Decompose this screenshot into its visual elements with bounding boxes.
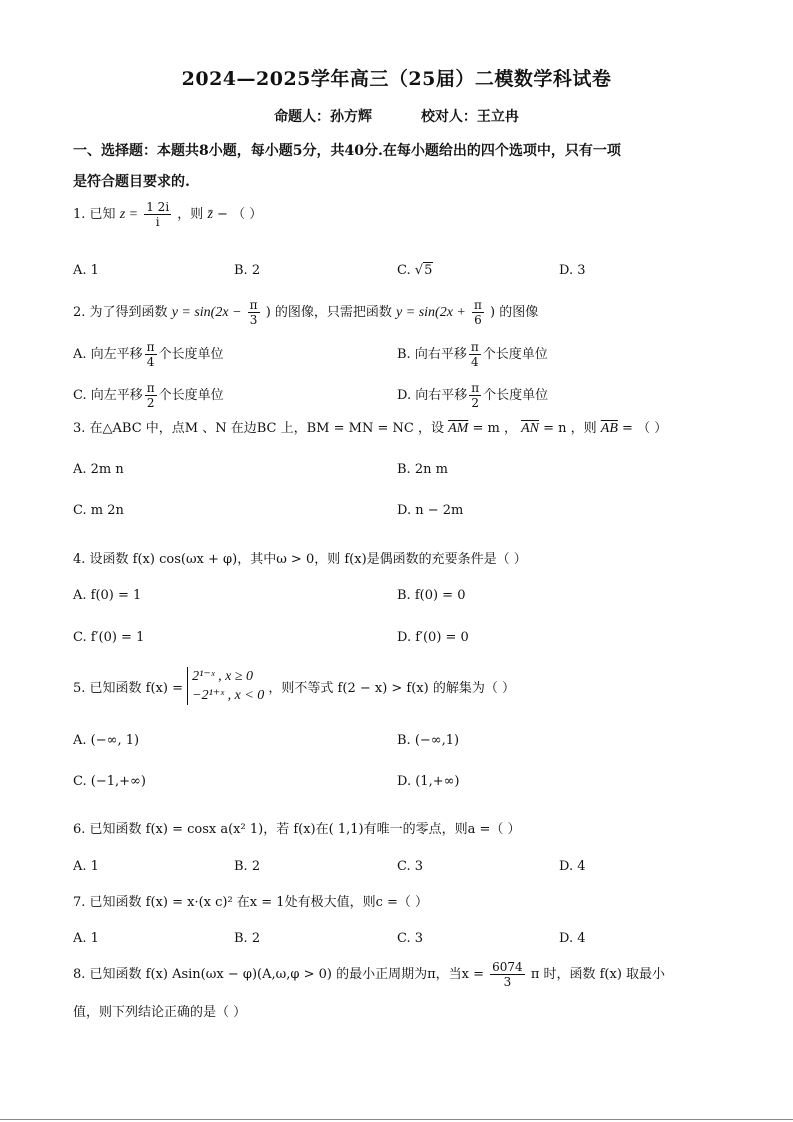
q1-option-c-label: C.: [397, 263, 411, 278]
q7-option-a[interactable]: A. 1: [73, 931, 99, 946]
q1-option-b[interactable]: B. 2: [234, 263, 261, 278]
q2-b-pre: B. 向右平移: [397, 347, 467, 362]
q5-option-c[interactable]: C. (−1,+∞): [73, 774, 146, 789]
q1-fraction: [144, 200, 171, 229]
q1-option-c[interactable]: [397, 263, 433, 278]
page-divider: [0, 1119, 793, 1120]
q4-option-d[interactable]: D. f′(0) = 0: [397, 630, 469, 645]
q2-b-frac: [469, 340, 481, 369]
question-7: 7. 已知函数 f(x) = x·(x c)² 在x = 1处有极大值，则c =（ ）: [73, 895, 429, 910]
q2-option-b[interactable]: [397, 340, 548, 369]
q3-vector-an: $\overline{AN}$: [521, 421, 539, 436]
q2-frac1: [248, 298, 260, 327]
q3-text3: = n ，则: [543, 421, 597, 436]
q2-a-post: 个长度单位: [158, 347, 224, 362]
q2-frac1-den: 3: [249, 313, 258, 327]
q6-option-c[interactable]: C. 3: [397, 859, 424, 874]
q4-option-c[interactable]: C. f′(0) = 1: [73, 630, 145, 645]
q1-num: 1 2i: [146, 200, 170, 214]
section-heading: [73, 136, 723, 198]
q5-option-a[interactable]: A. (−∞, 1): [73, 733, 140, 748]
q5-prefix: 5. 已知函数 f(x) =: [73, 680, 183, 696]
q1-option-a[interactable]: A. 1: [73, 263, 99, 278]
q3-text2: = m ，: [472, 421, 517, 436]
q2-func2: y = sin(2x +: [396, 305, 466, 320]
q1-prefix: 1. 已知: [73, 207, 116, 222]
q8-den: 3: [503, 975, 512, 989]
q2-c-den: 2: [146, 396, 155, 410]
question-8: [73, 960, 665, 989]
q3-text4: = （ ）: [622, 421, 668, 436]
sqrt-icon: √5: [414, 263, 433, 278]
question-3: [73, 417, 667, 437]
q2-a-den: 4: [146, 355, 155, 369]
question-1: [73, 200, 262, 229]
q2-c-frac: [145, 381, 157, 410]
q5-option-d[interactable]: D. (1,+∞): [397, 774, 460, 789]
q2-prefix: 2. 为了得到函数: [73, 305, 168, 320]
question-5: [73, 667, 515, 705]
q5-case2: −2¹⁺ˣ , x < 0: [192, 688, 265, 703]
q2-c-pre: C. 向左平移: [73, 388, 143, 403]
q3-option-b[interactable]: B. 2n m: [397, 462, 448, 477]
q2-func1: y = sin(2x −: [171, 305, 242, 320]
q2-frac2-num: π: [474, 298, 482, 312]
q2-a-pre: A. 向左平移: [73, 347, 143, 362]
q2-a-frac: [145, 340, 157, 369]
q2-d-den: 2: [471, 396, 479, 410]
q2-option-c[interactable]: [73, 381, 224, 410]
q1-mid: ，则: [177, 207, 204, 222]
q4-option-b[interactable]: B. f(0) = 0: [397, 588, 466, 603]
q1-den: i: [155, 215, 160, 229]
q2-option-d[interactable]: [397, 381, 548, 410]
q2-d-post: 个长度单位: [483, 388, 549, 403]
q1-tail: − （ ）: [217, 207, 263, 222]
section-line-1: 一、选择题：本题共8小题，每小题5分，共40分.在每小题给出的四个选项中，只有一项: [73, 143, 621, 159]
q2-d-num: π: [471, 381, 480, 395]
q1-option-d[interactable]: D. 3: [559, 263, 586, 278]
q3-vector-am: $\overline{AM}$: [448, 421, 469, 436]
q8-line1b: π 时，函数 f(x) 取最小: [530, 967, 666, 982]
q2-option-a[interactable]: [73, 340, 224, 369]
q3-option-a[interactable]: A. 2m n: [73, 462, 124, 477]
question-6: 6. 已知函数 f(x) = cosx a(x² 1)，若 f(x)在( 1,1)有唯一的零点，则a =（ ）: [73, 822, 521, 837]
q5-tail: ，则不等式 f(2 − x) > f(x) 的解集为（ ）: [268, 680, 515, 696]
q6-option-b[interactable]: B. 2: [234, 859, 261, 874]
q2-mid: ) 的图像，只需把函数: [265, 305, 392, 320]
q2-b-num: π: [470, 340, 479, 354]
q2-frac2-den: 6: [474, 313, 482, 327]
q2-tail: ) 的图像: [490, 305, 539, 320]
q3-option-c[interactable]: C. m 2n: [73, 503, 124, 518]
q3-vector-ab: $\overline{AB}$: [600, 421, 618, 436]
section-line-2: 是符合题目要求的.: [73, 174, 190, 190]
q7-option-d[interactable]: D. 4: [559, 931, 586, 946]
q5-option-b[interactable]: B. (−∞,1): [397, 733, 460, 748]
q2-b-den: 4: [470, 355, 479, 369]
q2-b-post: 个长度单位: [482, 347, 548, 362]
q2-d-pre: D. 向右平移: [397, 388, 468, 403]
proposer: 命题人：孙方辉: [274, 109, 373, 125]
q6-option-d[interactable]: D. 4: [559, 859, 586, 874]
q5-piecewise: [187, 667, 264, 705]
q7-option-b[interactable]: B. 2: [234, 931, 261, 946]
q7-option-c[interactable]: C. 3: [397, 931, 424, 946]
q3-text1: 3. 在△ABC 中，点M 、N 在边BC 上，BM = MN = NC ，设: [73, 421, 444, 436]
question-4: 4. 设函数 f(x) cos(ωx + φ)，其中ω > 0，则 f(x)是偶函数的充要条件是（ ）: [73, 552, 527, 567]
q6-option-a[interactable]: A. 1: [73, 859, 99, 874]
q1-option-c-value: 5: [424, 263, 433, 278]
q4-option-a[interactable]: A. f(0) = 1: [73, 588, 142, 603]
q2-c-num: π: [146, 381, 155, 395]
q5-case1: 2¹⁻ˣ , x ≥ 0: [192, 669, 254, 684]
q2-c-post: 个长度单位: [158, 388, 224, 403]
q2-a-num: π: [146, 340, 155, 354]
q2-frac2: [472, 298, 484, 327]
q2-frac1-num: π: [249, 298, 258, 312]
question-2: [73, 298, 538, 327]
page-title: 2024—2025学年高三（25届）二模数学科试卷: [181, 68, 612, 90]
q1-zbar: z̄: [207, 207, 213, 222]
authors-line: [0, 106, 793, 126]
q8-fraction: [490, 960, 525, 989]
q3-option-d[interactable]: D. n − 2m: [397, 503, 464, 518]
checker: 校对人：王立冉: [420, 109, 519, 125]
q1-eq: z =: [119, 207, 139, 222]
q8-num: 6074: [492, 960, 523, 974]
q2-d-frac: [469, 381, 481, 410]
q8-line1a: 8. 已知函数 f(x) Asin(ωx − φ)(A,ω,φ > 0) 的最小正周期为π，当x =: [73, 967, 484, 982]
question-8-line2: 值，则下列结论正确的是（ ）: [73, 1005, 247, 1020]
